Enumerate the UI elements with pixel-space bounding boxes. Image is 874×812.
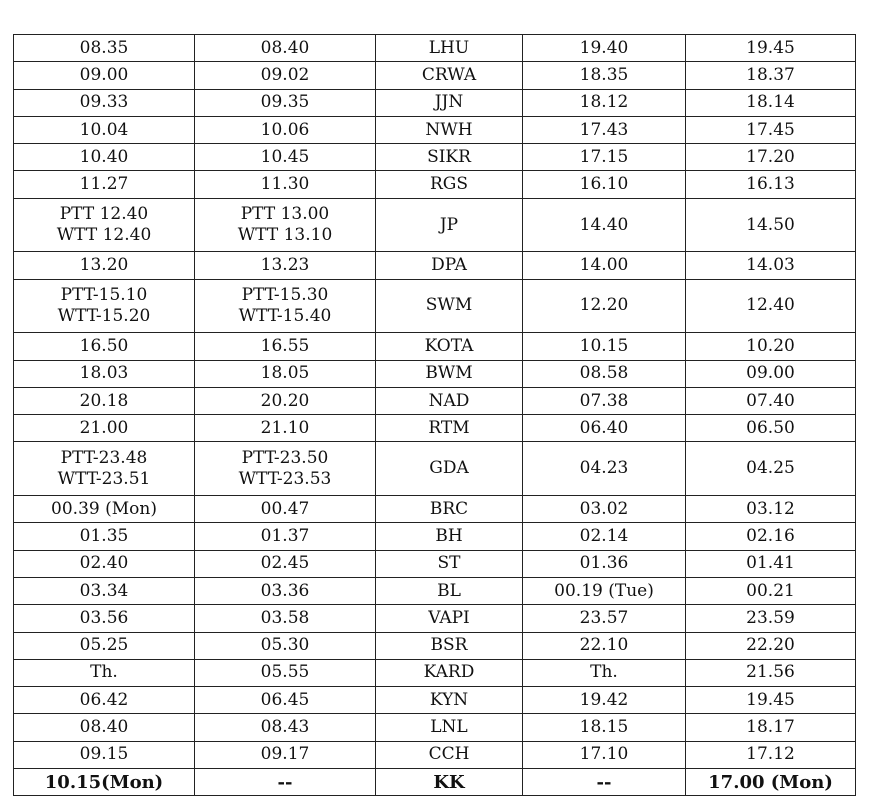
time-value: 12.20 <box>579 295 629 316</box>
down-arrival-cell <box>14 769 195 796</box>
station-code-cell <box>376 333 523 360</box>
up-departure-cell <box>686 496 856 523</box>
time-value: 17.10 <box>579 744 629 765</box>
time-value: Th. <box>590 662 618 683</box>
table-row <box>14 769 856 796</box>
time-value: 14.40 <box>579 214 629 235</box>
table-row <box>14 550 856 577</box>
time-value: WTT-15.40 <box>238 305 332 326</box>
station-code: CCH <box>428 744 470 765</box>
station-code: KARD <box>423 662 475 683</box>
station-code: BL <box>437 580 461 601</box>
up-departure-cell <box>686 171 856 198</box>
time-value: 03.02 <box>579 498 629 519</box>
up-departure-cell <box>686 442 856 496</box>
up-departure-cell <box>686 550 856 577</box>
station-code-cell <box>376 171 523 198</box>
station-code: JJN <box>434 92 464 113</box>
table-row <box>14 605 856 632</box>
time-value: 06.42 <box>79 689 129 710</box>
table-row <box>14 89 856 116</box>
down-arrival-cell <box>14 714 195 741</box>
up-departure-cell <box>686 35 856 62</box>
station-code: RGS <box>429 174 469 195</box>
time-value: -- <box>596 771 612 793</box>
time-value: 01.41 <box>746 553 795 574</box>
time-value: 09.15 <box>79 744 129 765</box>
down-arrival-cell <box>14 741 195 768</box>
station-code: ST <box>437 553 461 574</box>
station-code-cell <box>376 769 523 796</box>
time-value: 06.40 <box>579 417 629 438</box>
time-value: 10.20 <box>746 335 795 356</box>
up-arrival-cell <box>523 605 686 632</box>
time-value: 17.20 <box>746 146 795 167</box>
time-value: 03.58 <box>260 607 310 628</box>
down-departure-cell <box>195 496 376 523</box>
table-row <box>14 333 856 360</box>
down-departure-cell <box>195 577 376 604</box>
time-value: PTT-15.30 <box>241 284 329 305</box>
time-value: 20.18 <box>79 390 129 411</box>
station-code-cell <box>376 35 523 62</box>
time-value: 08.43 <box>260 717 310 738</box>
station-code: LNL <box>430 717 468 738</box>
time-value: 18.12 <box>579 92 629 113</box>
up-arrival-cell <box>523 442 686 496</box>
time-value: 03.56 <box>79 607 129 628</box>
time-value: 17.12 <box>746 744 795 765</box>
time-value: 00.39 (Mon) <box>51 498 157 519</box>
time-value: 20.20 <box>260 390 310 411</box>
time-value: 21.10 <box>260 417 310 438</box>
down-departure-cell <box>195 279 376 333</box>
station-code: NWH <box>425 119 473 140</box>
time-value: 01.35 <box>79 525 129 546</box>
time-value: PTT 12.40 <box>59 204 149 225</box>
time-value: 09.02 <box>260 64 310 85</box>
table-row <box>14 35 856 62</box>
up-arrival-cell <box>523 769 686 796</box>
table-row <box>14 577 856 604</box>
time-value: 23.59 <box>746 607 795 628</box>
down-arrival-cell <box>14 687 195 714</box>
down-departure-cell <box>195 442 376 496</box>
up-arrival-cell <box>523 360 686 387</box>
table-row <box>14 632 856 659</box>
up-arrival-cell <box>523 632 686 659</box>
time-value: 19.42 <box>579 689 629 710</box>
time-value: 17.45 <box>746 119 795 140</box>
station-code-cell <box>376 605 523 632</box>
time-value: PTT-23.50 <box>241 447 329 468</box>
up-arrival-cell <box>523 550 686 577</box>
time-value: 18.15 <box>579 717 629 738</box>
down-arrival-cell <box>14 550 195 577</box>
time-value: 06.45 <box>260 689 310 710</box>
time-value: 09.00 <box>79 64 129 85</box>
station-code: KYN <box>429 689 469 710</box>
time-value: 17.43 <box>579 119 629 140</box>
station-code: BRC <box>429 498 469 519</box>
up-arrival-cell <box>523 496 686 523</box>
station-code-cell <box>376 62 523 89</box>
down-departure-cell <box>195 198 376 252</box>
time-value: 08.40 <box>260 37 310 58</box>
down-departure-cell <box>195 741 376 768</box>
station-code-cell <box>376 387 523 414</box>
time-value: 09.33 <box>79 92 129 113</box>
time-value: PTT-15.10 <box>60 284 148 305</box>
station-code: RTM <box>428 417 470 438</box>
up-arrival-cell <box>523 577 686 604</box>
up-arrival-cell <box>523 144 686 171</box>
table-row <box>14 714 856 741</box>
time-value: 09.17 <box>260 744 310 765</box>
time-value: WTT 12.40 <box>56 225 152 246</box>
table-row <box>14 144 856 171</box>
station-code-cell <box>376 577 523 604</box>
up-arrival-cell <box>523 387 686 414</box>
station-code: VAPI <box>428 607 470 628</box>
time-value: 22.10 <box>579 635 629 656</box>
time-value: 18.14 <box>746 92 795 113</box>
down-arrival-cell <box>14 605 195 632</box>
up-arrival-cell <box>523 252 686 279</box>
down-departure-cell <box>195 89 376 116</box>
up-departure-cell <box>686 62 856 89</box>
up-arrival-cell <box>523 116 686 143</box>
table-row <box>14 741 856 768</box>
time-value: 02.40 <box>79 553 129 574</box>
station-code-cell <box>376 687 523 714</box>
time-value: 18.35 <box>579 64 629 85</box>
down-departure-cell <box>195 415 376 442</box>
time-value: 00.21 <box>746 580 795 601</box>
time-value: 18.03 <box>79 363 129 384</box>
station-code: LHU <box>428 37 470 58</box>
down-departure-cell <box>195 171 376 198</box>
station-code-cell <box>376 279 523 333</box>
down-arrival-cell <box>14 279 195 333</box>
station-code-cell <box>376 523 523 550</box>
up-departure-cell <box>686 632 856 659</box>
down-arrival-cell <box>14 360 195 387</box>
down-arrival-cell <box>14 89 195 116</box>
station-code-cell <box>376 415 523 442</box>
up-departure-cell <box>686 360 856 387</box>
station-code: BSR <box>430 635 468 656</box>
time-value: 11.27 <box>79 174 129 195</box>
table-row <box>14 171 856 198</box>
time-value: 11.30 <box>260 174 310 195</box>
time-value: 09.00 <box>746 363 795 384</box>
down-arrival-cell <box>14 198 195 252</box>
table-row <box>14 360 856 387</box>
station-code: GDA <box>429 458 469 479</box>
up-departure-cell <box>686 769 856 796</box>
down-arrival-cell <box>14 387 195 414</box>
time-value: 07.38 <box>579 390 629 411</box>
time-value: 18.05 <box>260 363 310 384</box>
station-code: NAD <box>428 390 470 411</box>
up-departure-cell <box>686 387 856 414</box>
station-code-cell <box>376 144 523 171</box>
up-departure-cell <box>686 279 856 333</box>
up-departure-cell <box>686 144 856 171</box>
time-value: 17.00 (Mon) <box>708 771 833 793</box>
down-departure-cell <box>195 62 376 89</box>
up-arrival-cell <box>523 714 686 741</box>
time-value: 08.35 <box>79 37 129 58</box>
down-arrival-cell <box>14 659 195 686</box>
time-value: 18.37 <box>746 64 795 85</box>
down-departure-cell <box>195 687 376 714</box>
time-value: 10.40 <box>79 146 129 167</box>
station-code: SWM <box>425 295 473 316</box>
time-value: 21.56 <box>746 662 795 683</box>
station-code: BH <box>435 525 463 546</box>
station-code-cell <box>376 116 523 143</box>
table-row <box>14 496 856 523</box>
time-value: 14.00 <box>579 255 629 276</box>
down-arrival-cell <box>14 523 195 550</box>
time-value: WTT-15.20 <box>57 305 151 326</box>
up-departure-cell <box>686 577 856 604</box>
up-arrival-cell <box>523 171 686 198</box>
time-value: 10.06 <box>260 119 310 140</box>
up-arrival-cell <box>523 741 686 768</box>
down-departure-cell <box>195 252 376 279</box>
time-value: 03.36 <box>260 580 310 601</box>
time-value: 05.30 <box>260 635 310 656</box>
down-arrival-cell <box>14 62 195 89</box>
table-row <box>14 415 856 442</box>
station-code-cell <box>376 198 523 252</box>
time-value: 02.45 <box>260 553 310 574</box>
time-value: 21.00 <box>79 417 129 438</box>
down-arrival-cell <box>14 333 195 360</box>
time-value: 02.14 <box>579 525 629 546</box>
time-value: 06.50 <box>746 417 795 438</box>
up-arrival-cell <box>523 333 686 360</box>
up-arrival-cell <box>523 35 686 62</box>
station-code: CRWA <box>421 64 477 85</box>
station-code-cell <box>376 659 523 686</box>
down-departure-cell <box>195 632 376 659</box>
down-departure-cell <box>195 35 376 62</box>
time-value: WTT 13.10 <box>237 225 333 246</box>
up-departure-cell <box>686 741 856 768</box>
up-departure-cell <box>686 523 856 550</box>
up-departure-cell <box>686 198 856 252</box>
up-arrival-cell <box>523 198 686 252</box>
up-arrival-cell <box>523 279 686 333</box>
station-code: KOTA <box>424 335 474 356</box>
time-value: 03.34 <box>79 580 129 601</box>
time-value: 19.45 <box>746 689 795 710</box>
down-arrival-cell <box>14 632 195 659</box>
time-value: 10.15 <box>579 335 629 356</box>
time-value: 10.04 <box>79 119 129 140</box>
down-departure-cell <box>195 605 376 632</box>
table-row <box>14 687 856 714</box>
time-value: PTT-23.48 <box>60 447 148 468</box>
time-value: 14.03 <box>746 255 795 276</box>
time-value: 09.35 <box>260 92 310 113</box>
station-code-cell <box>376 632 523 659</box>
down-arrival-cell <box>14 171 195 198</box>
station-code-cell <box>376 496 523 523</box>
time-value: 08.58 <box>579 363 629 384</box>
station-code-cell <box>376 252 523 279</box>
station-code: KK <box>433 771 465 793</box>
up-departure-cell <box>686 333 856 360</box>
time-value: 18.17 <box>746 717 795 738</box>
time-value: 05.25 <box>79 635 129 656</box>
down-arrival-cell <box>14 35 195 62</box>
table-row <box>14 523 856 550</box>
down-arrival-cell <box>14 442 195 496</box>
station-code: DPA <box>431 255 467 276</box>
table-row <box>14 659 856 686</box>
time-value: 02.16 <box>746 525 795 546</box>
time-value: 03.12 <box>746 498 795 519</box>
down-departure-cell <box>195 333 376 360</box>
down-departure-cell <box>195 659 376 686</box>
time-value: WTT-23.51 <box>57 468 151 489</box>
time-value: 12.40 <box>746 295 795 316</box>
up-arrival-cell <box>523 62 686 89</box>
station-code-cell <box>376 360 523 387</box>
time-value: 08.40 <box>79 717 129 738</box>
down-departure-cell <box>195 523 376 550</box>
down-departure-cell <box>195 769 376 796</box>
up-departure-cell <box>686 714 856 741</box>
time-value: 16.50 <box>79 335 129 356</box>
time-value: 19.45 <box>746 37 795 58</box>
down-departure-cell <box>195 550 376 577</box>
station-code-cell <box>376 550 523 577</box>
time-value: 07.40 <box>746 390 795 411</box>
station-code: SIKR <box>427 146 471 167</box>
timetable <box>13 34 856 796</box>
down-departure-cell <box>195 360 376 387</box>
down-departure-cell <box>195 714 376 741</box>
station-code: JP <box>439 214 459 235</box>
time-value: 13.23 <box>260 255 310 276</box>
down-arrival-cell <box>14 252 195 279</box>
up-arrival-cell <box>523 523 686 550</box>
station-code-cell <box>376 442 523 496</box>
time-value: 10.45 <box>260 146 310 167</box>
table-row <box>14 116 856 143</box>
time-value: 04.23 <box>579 458 629 479</box>
time-value: 10.15(Mon) <box>44 771 164 793</box>
time-value: -- <box>277 771 293 793</box>
up-arrival-cell <box>523 89 686 116</box>
table-row <box>14 387 856 414</box>
time-value: 00.19 (Tue) <box>554 580 654 601</box>
down-arrival-cell <box>14 415 195 442</box>
down-arrival-cell <box>14 144 195 171</box>
up-departure-cell <box>686 89 856 116</box>
time-value: 17.15 <box>579 146 629 167</box>
timetable-body <box>14 35 856 796</box>
up-arrival-cell <box>523 687 686 714</box>
time-value: 16.55 <box>260 335 310 356</box>
up-departure-cell <box>686 252 856 279</box>
down-departure-cell <box>195 116 376 143</box>
station-code-cell <box>376 89 523 116</box>
station-code-cell <box>376 741 523 768</box>
down-arrival-cell <box>14 577 195 604</box>
station-code: BWM <box>425 363 473 384</box>
time-value: 13.20 <box>79 255 129 276</box>
time-value: 04.25 <box>746 458 795 479</box>
time-value: 16.13 <box>746 174 795 195</box>
time-value: 23.57 <box>579 607 629 628</box>
table-row <box>14 442 856 496</box>
time-value: 19.40 <box>579 37 629 58</box>
up-departure-cell <box>686 116 856 143</box>
time-value: Th. <box>90 662 118 683</box>
up-departure-cell <box>686 687 856 714</box>
time-value: 16.10 <box>579 174 629 195</box>
down-arrival-cell <box>14 496 195 523</box>
time-value: 14.50 <box>746 214 795 235</box>
down-departure-cell <box>195 387 376 414</box>
table-row <box>14 252 856 279</box>
up-departure-cell <box>686 659 856 686</box>
up-arrival-cell <box>523 659 686 686</box>
time-value: 01.36 <box>579 553 629 574</box>
table-row <box>14 279 856 333</box>
up-departure-cell <box>686 415 856 442</box>
time-value: WTT-23.53 <box>238 468 332 489</box>
table-row <box>14 62 856 89</box>
table-row <box>14 198 856 252</box>
time-value: 00.47 <box>260 498 310 519</box>
down-departure-cell <box>195 144 376 171</box>
down-arrival-cell <box>14 116 195 143</box>
station-code-cell <box>376 714 523 741</box>
time-value: 01.37 <box>260 525 310 546</box>
time-value: 05.55 <box>260 662 310 683</box>
up-arrival-cell <box>523 415 686 442</box>
time-value: 22.20 <box>746 635 795 656</box>
time-value: PTT 13.00 <box>240 204 330 225</box>
up-departure-cell <box>686 605 856 632</box>
